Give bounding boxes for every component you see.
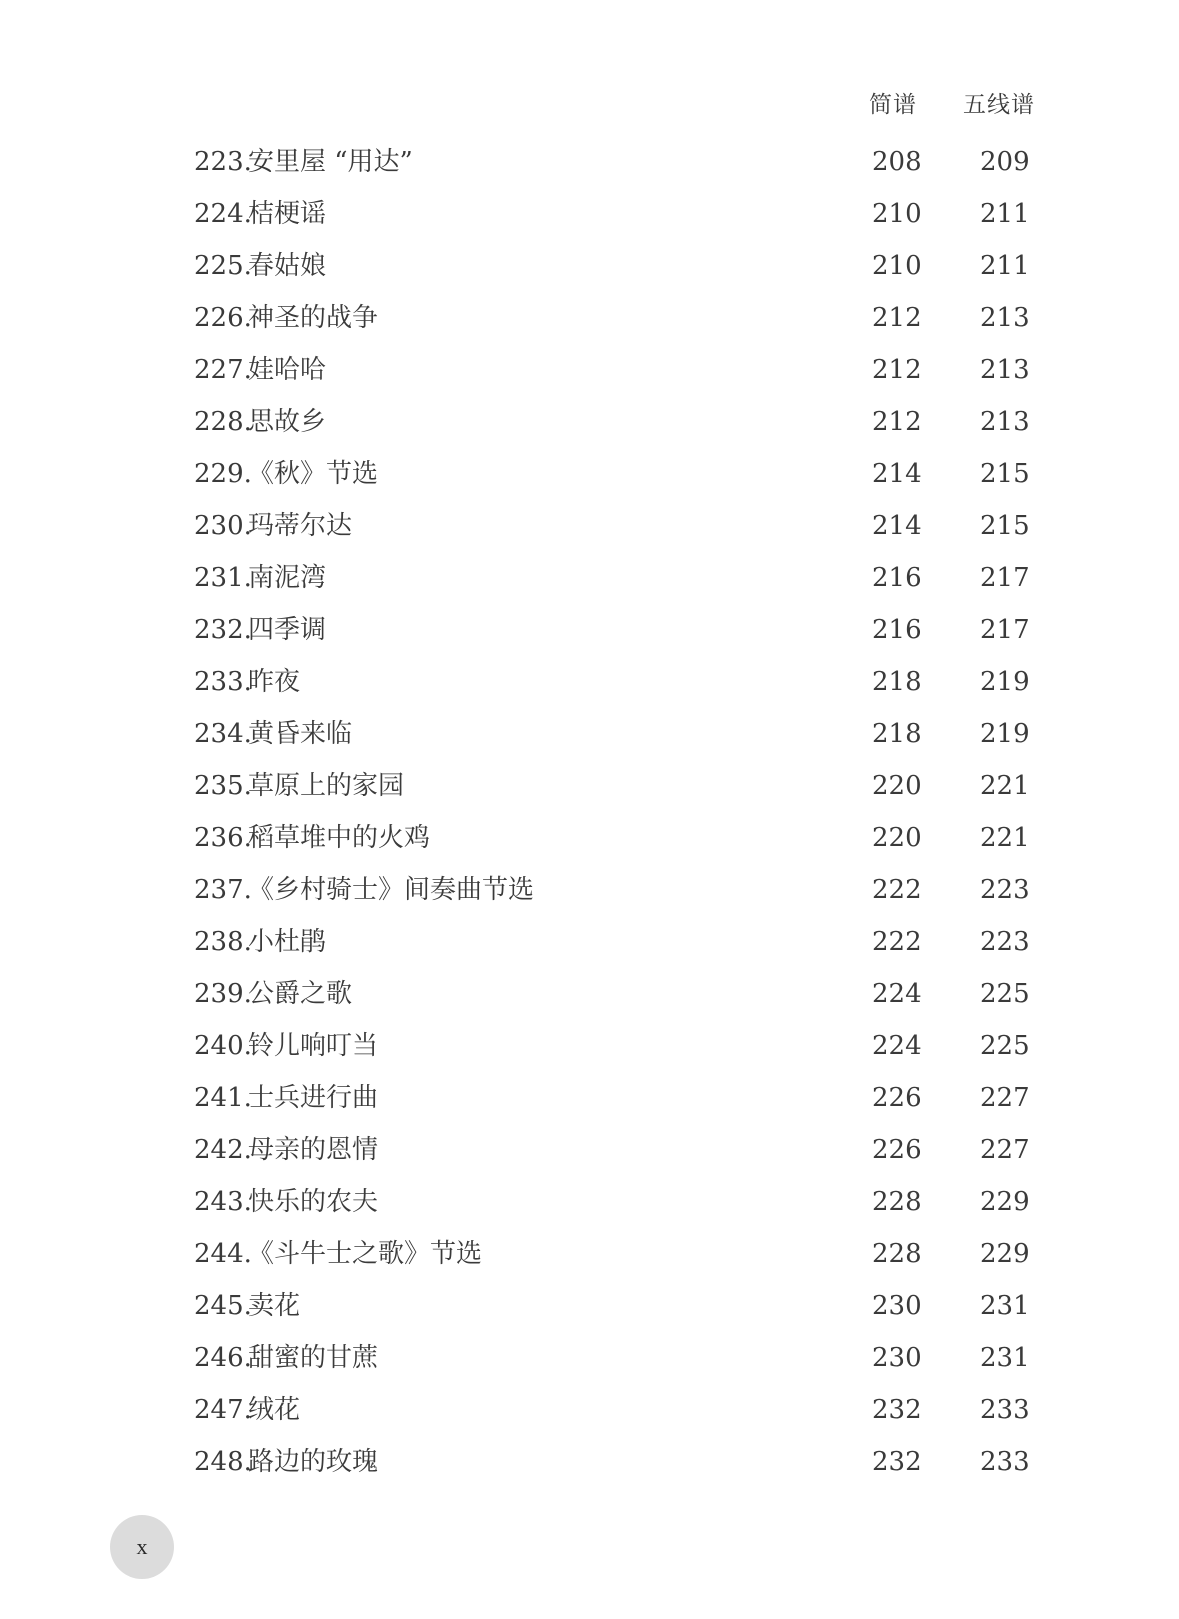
entry-page-wuxianpu: 225 [980,1031,1030,1061]
entry-number: 247. [194,1395,252,1425]
entry-title: 玛蒂尔达 [248,511,353,541]
entry-number: 226. [194,303,252,333]
entry-page-jianpu: 222 [872,927,922,957]
toc-entry[interactable] [0,1388,1179,1440]
entry-page-jianpu: 230 [872,1343,922,1373]
entry-page-jianpu: 224 [872,979,922,1009]
entry-page-jianpu: 214 [872,511,922,541]
entry-page-wuxianpu: 221 [980,823,1030,853]
entry-page-wuxianpu: 211 [980,199,1030,229]
entry-title: 四季调 [248,615,327,645]
entry-page-wuxianpu: 223 [980,875,1030,905]
toc-entry[interactable] [0,1180,1179,1232]
entry-number: 237. [194,875,252,905]
entry-page-jianpu: 220 [872,771,922,801]
entry-title: 春姑娘 [248,251,327,281]
entry-page-jianpu: 210 [872,199,922,229]
toc-entry[interactable] [0,296,1179,348]
entry-title: 黄昏来临 [248,719,353,749]
entry-number: 234. [194,719,252,749]
entry-title: 神圣的战争 [248,303,379,333]
toc-entry[interactable] [0,452,1179,504]
entry-page-jianpu: 216 [872,563,922,593]
entry-number: 238. [194,927,252,957]
entry-page-jianpu: 212 [872,407,922,437]
entry-title: 娃哈哈 [248,355,327,385]
toc-entry[interactable] [0,660,1179,712]
entry-title: 《斗牛士之歌》节选 [248,1239,483,1269]
entry-page-jianpu: 232 [872,1447,922,1477]
entry-title: 昨夜 [248,667,301,697]
entry-number: 244. [194,1239,252,1269]
entry-number: 233. [194,667,252,697]
entry-page-wuxianpu: 213 [980,303,1030,333]
entry-page-wuxianpu: 209 [980,147,1030,177]
entry-number: 242. [194,1135,252,1165]
column-header-wuxianpu: 五线谱 [963,92,1035,118]
entry-page-wuxianpu: 223 [980,927,1030,957]
toc-entry[interactable] [0,868,1179,920]
entry-page-jianpu: 212 [872,355,922,385]
entry-page-jianpu: 228 [872,1239,922,1269]
column-header-row [0,86,1179,126]
entry-title: 桔梗谣 [248,199,327,229]
entry-page-wuxianpu: 215 [980,511,1030,541]
entry-page-wuxianpu: 233 [980,1395,1030,1425]
entry-number: 230. [194,511,252,541]
entry-page-wuxianpu: 225 [980,979,1030,1009]
entry-number: 227. [194,355,252,385]
entry-page-wuxianpu: 229 [980,1187,1030,1217]
entry-title: 小杜鹃 [248,927,327,957]
entry-page-wuxianpu: 219 [980,667,1030,697]
toc-entry[interactable] [0,1076,1179,1128]
entry-number: 232. [194,615,252,645]
entry-page-wuxianpu: 231 [980,1343,1030,1373]
entry-number: 241. [194,1083,252,1113]
entry-page-wuxianpu: 219 [980,719,1030,749]
entry-page-jianpu: 228 [872,1187,922,1217]
entry-number: 248. [194,1447,252,1477]
toc-entry[interactable] [0,244,1179,296]
entry-number: 223. [194,147,252,177]
entry-page-jianpu: 230 [872,1291,922,1321]
entry-page-wuxianpu: 217 [980,615,1030,645]
page-number-badge [110,1515,174,1579]
entry-page-wuxianpu: 233 [980,1447,1030,1477]
entry-page-wuxianpu: 211 [980,251,1030,281]
toc-entry[interactable] [0,1024,1179,1076]
entry-number: 246. [194,1343,252,1373]
toc-entry[interactable] [0,920,1179,972]
entry-number: 240. [194,1031,252,1061]
entry-number: 236. [194,823,252,853]
entry-page-jianpu: 214 [872,459,922,489]
entry-page-wuxianpu: 213 [980,407,1030,437]
table-of-contents [0,140,1179,1492]
entry-title: 快乐的农夫 [248,1187,379,1217]
column-header-jianpu: 简谱 [869,92,917,118]
entry-title: 绒花 [248,1395,301,1425]
page-number: x [136,1534,148,1559]
toc-entry[interactable] [0,1284,1179,1336]
entry-title: 士兵进行曲 [248,1083,379,1113]
entry-title: 铃儿响叮当 [248,1031,379,1061]
toc-entry[interactable] [0,608,1179,660]
entry-title: 甜蜜的甘蔗 [248,1343,379,1373]
entry-title: 草原上的家园 [248,771,405,801]
toc-entry[interactable] [0,348,1179,400]
entry-title: 思故乡 [248,407,327,437]
entry-page-wuxianpu: 227 [980,1135,1030,1165]
toc-entry[interactable] [0,192,1179,244]
toc-entry[interactable] [0,972,1179,1024]
toc-entry[interactable] [0,1336,1179,1388]
entry-number: 239. [194,979,252,1009]
entry-page-wuxianpu: 215 [980,459,1030,489]
entry-number: 245. [194,1291,252,1321]
toc-entry[interactable] [0,400,1179,452]
entry-title: 《乡村骑士》间奏曲节选 [248,875,535,905]
entry-page-jianpu: 212 [872,303,922,333]
toc-entry[interactable] [0,712,1179,764]
entry-page-wuxianpu: 217 [980,563,1030,593]
toc-entry[interactable] [0,1232,1179,1284]
entry-title: 《秋》节选 [248,459,379,489]
entry-page-jianpu: 218 [872,719,922,749]
toc-entry[interactable] [0,1128,1179,1180]
entry-title: 母亲的恩情 [248,1135,379,1165]
entry-page-jianpu: 216 [872,615,922,645]
toc-entry[interactable] [0,1440,1179,1492]
entry-page-jianpu: 222 [872,875,922,905]
entry-number: 229. [194,459,252,489]
entry-title: 稻草堆中的火鸡 [248,823,431,853]
entry-title: 路边的玫瑰 [248,1447,379,1477]
toc-entry[interactable] [0,764,1179,816]
entry-page-jianpu: 218 [872,667,922,697]
entry-title: 安里屋 “用达” [248,147,413,177]
toc-entry[interactable] [0,556,1179,608]
toc-entry[interactable] [0,140,1179,192]
entry-number: 231. [194,563,252,593]
entry-page-jianpu: 210 [872,251,922,281]
entry-page-wuxianpu: 213 [980,355,1030,385]
entry-page-wuxianpu: 229 [980,1239,1030,1269]
toc-entry[interactable] [0,504,1179,556]
toc-entry[interactable] [0,816,1179,868]
entry-page-wuxianpu: 231 [980,1291,1030,1321]
entry-number: 228. [194,407,252,437]
entry-number: 243. [194,1187,252,1217]
entry-title: 公爵之歌 [248,979,353,1009]
entry-page-jianpu: 224 [872,1031,922,1061]
entry-page-wuxianpu: 221 [980,771,1030,801]
entry-page-jianpu: 226 [872,1135,922,1165]
entry-number: 235. [194,771,252,801]
entry-title: 南泥湾 [248,563,327,593]
entry-number: 224. [194,199,252,229]
entry-page-wuxianpu: 227 [980,1083,1030,1113]
entry-number: 225. [194,251,252,281]
entry-page-jianpu: 208 [872,147,922,177]
entry-title: 卖花 [248,1291,301,1321]
entry-page-jianpu: 220 [872,823,922,853]
entry-page-jianpu: 226 [872,1083,922,1113]
entry-page-jianpu: 232 [872,1395,922,1425]
